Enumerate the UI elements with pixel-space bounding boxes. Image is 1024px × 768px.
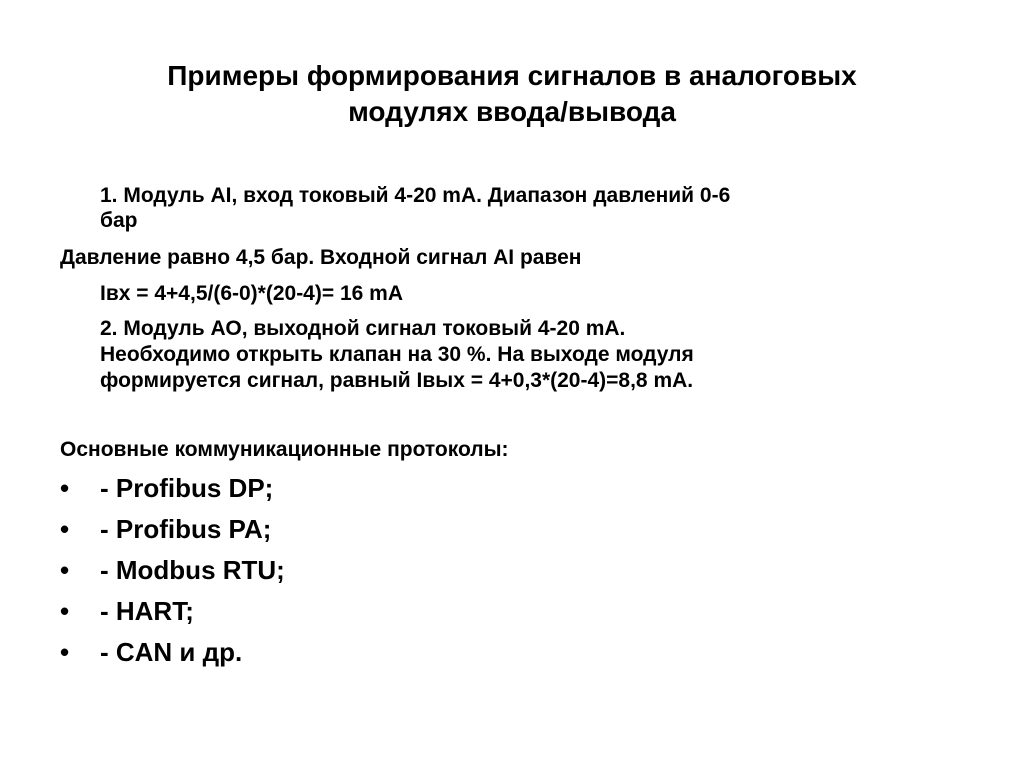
bullet-icon: •: [60, 473, 70, 503]
bullet-icon: •: [60, 637, 70, 667]
example1-line-1: 1. Модуль AI, вход токовый 4-20 mA. Диапазон давлений 0-6: [100, 184, 731, 207]
protocol-label: - HART;: [100, 596, 194, 626]
slide-title-line-1: Примеры формирования сигналов в аналоговых: [167, 60, 857, 91]
example2-line-2: Необходимо открыть клапан на 30 %. На выходе модуля: [100, 343, 694, 366]
protocol-label: - CAN и др.: [100, 637, 243, 667]
example1-line-2: бар: [100, 209, 138, 232]
slide-title: [60, 58, 964, 130]
example2-line-3: формируется сигнал, равный Iвых = 4+0,3*(20-4)=8,8 mA.: [100, 369, 694, 392]
example1-line-3: Давление равно 4,5 бар. Входной сигнал AI равен: [60, 246, 582, 269]
protocol-label: - Modbus RTU;: [100, 555, 285, 585]
bullet-icon: •: [60, 514, 70, 544]
example2-line-1: 2. Модуль АО, выходной сигнал токовый 4-20 mA.: [100, 317, 626, 340]
protocols-heading: Основные коммуникационные протоколы:: [60, 438, 509, 461]
slide-title-line-2: модулях ввода/вывода: [348, 96, 676, 127]
example1-formula: Iвх = 4+4,5/(6-0)*(20-4)= 16 mA: [100, 282, 403, 305]
protocol-label: - Profibus DP;: [100, 473, 274, 503]
protocol-label: - Profibus PA;: [100, 514, 272, 544]
bullet-icon: •: [60, 596, 70, 626]
bullet-icon: •: [60, 555, 70, 585]
